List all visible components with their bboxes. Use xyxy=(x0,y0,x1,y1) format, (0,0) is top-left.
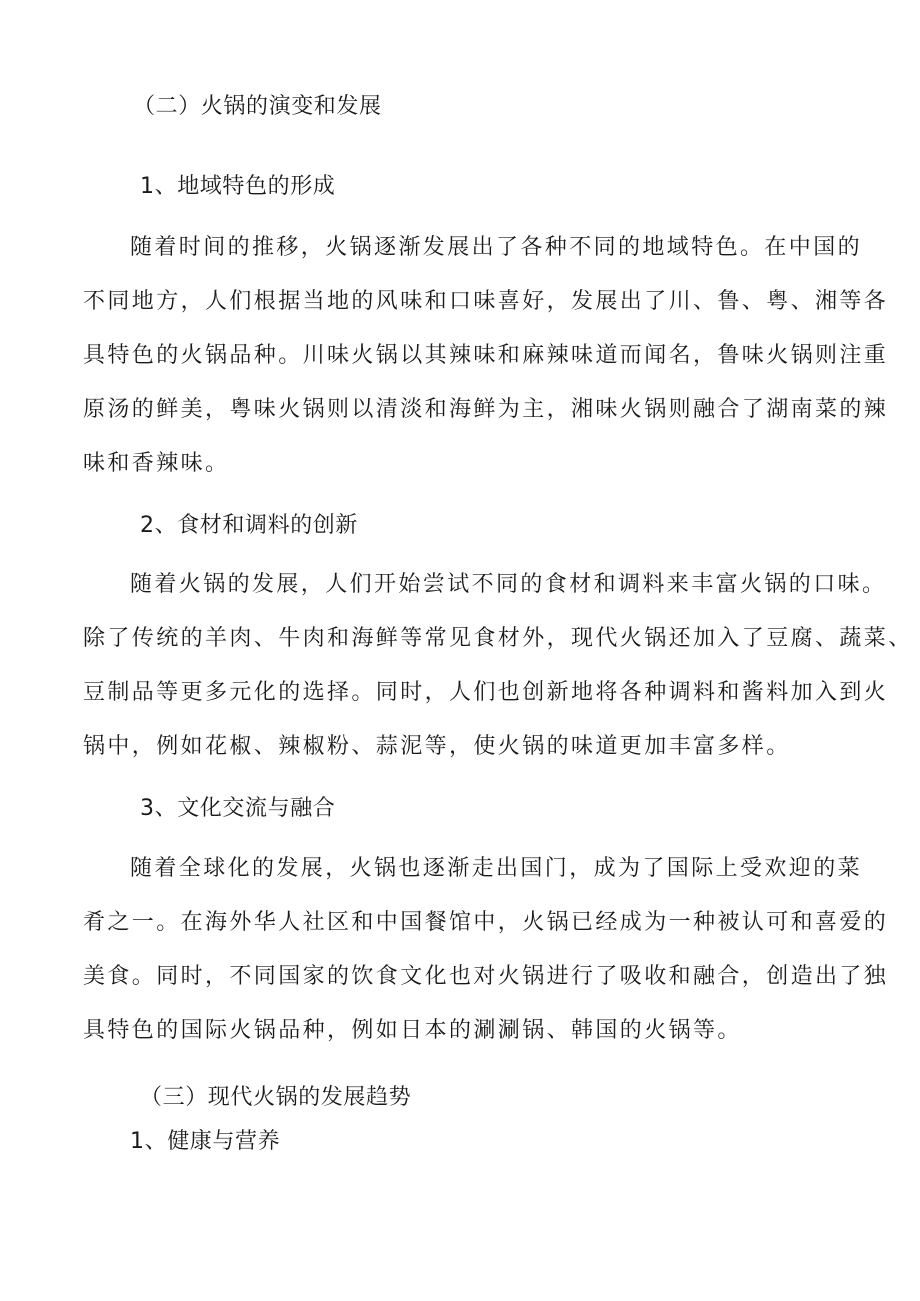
paragraph-line: 随着火锅的发展，人们开始尝试不同的食材和调料来丰富火锅的口味。 xyxy=(130,572,887,597)
subsection-title-ingredient-innovation: 2、食材和调料的创新 xyxy=(140,513,358,538)
paragraph-line: 随着时间的推移，火锅逐渐发展出了各种不同的地域特色。在中国的 xyxy=(130,235,863,260)
paragraph-line: 除了传统的羊肉、牛肉和海鲜等常见食材外，现代火锅还加入了豆腐、蔬菜、 xyxy=(83,626,913,651)
section-heading-three: （三）现代火锅的发展趋势 xyxy=(140,1085,412,1110)
paragraph-line: 锅中，例如花椒、辣椒粉、蒜泥等，使火锅的味道更加丰富多样。 xyxy=(83,734,791,759)
paragraph-line: 随着全球化的发展，火锅也逐渐走出国门，成为了国际上受欢迎的菜 xyxy=(130,856,863,881)
paragraph-line: 豆制品等更多元化的选择。同时，人们也创新地将各种调料和酱料加入到火 xyxy=(83,680,889,705)
section-heading-two: （二）火锅的演变和发展 xyxy=(133,94,382,119)
paragraph-line: 具特色的火锅品种。川味火锅以其辣味和麻辣味道而闻名，鲁味火锅则注重 xyxy=(83,343,889,368)
paragraph-line: 不同地方，人们根据当地的风味和口味喜好，发展出了川、鲁、粤、湘等各 xyxy=(83,289,889,314)
subsection-title-regional-features: 1、地域特色的形成 xyxy=(140,174,336,199)
subsection-title-health-nutrition: 1、健康与营养 xyxy=(130,1129,281,1154)
paragraph-line: 美食。同时，不同国家的饮食文化也对火锅进行了吸收和融合，创造出了独 xyxy=(83,964,889,989)
paragraph-line: 具特色的国际火锅品种，例如日本的涮涮锅、韩国的火锅等。 xyxy=(83,1018,742,1043)
paragraph-line: 味和香辣味。 xyxy=(83,451,230,476)
paragraph-line: 原汤的鲜美，粤味火锅则以清淡和海鲜为主，湘味火锅则融合了湖南菜的辣 xyxy=(83,397,889,422)
paragraph-line: 肴之一。在海外华人社区和中国餐馆中，火锅已经成为一种被认可和喜爱的 xyxy=(83,910,889,935)
subsection-title-cultural-exchange: 3、文化交流与融合 xyxy=(140,796,336,821)
